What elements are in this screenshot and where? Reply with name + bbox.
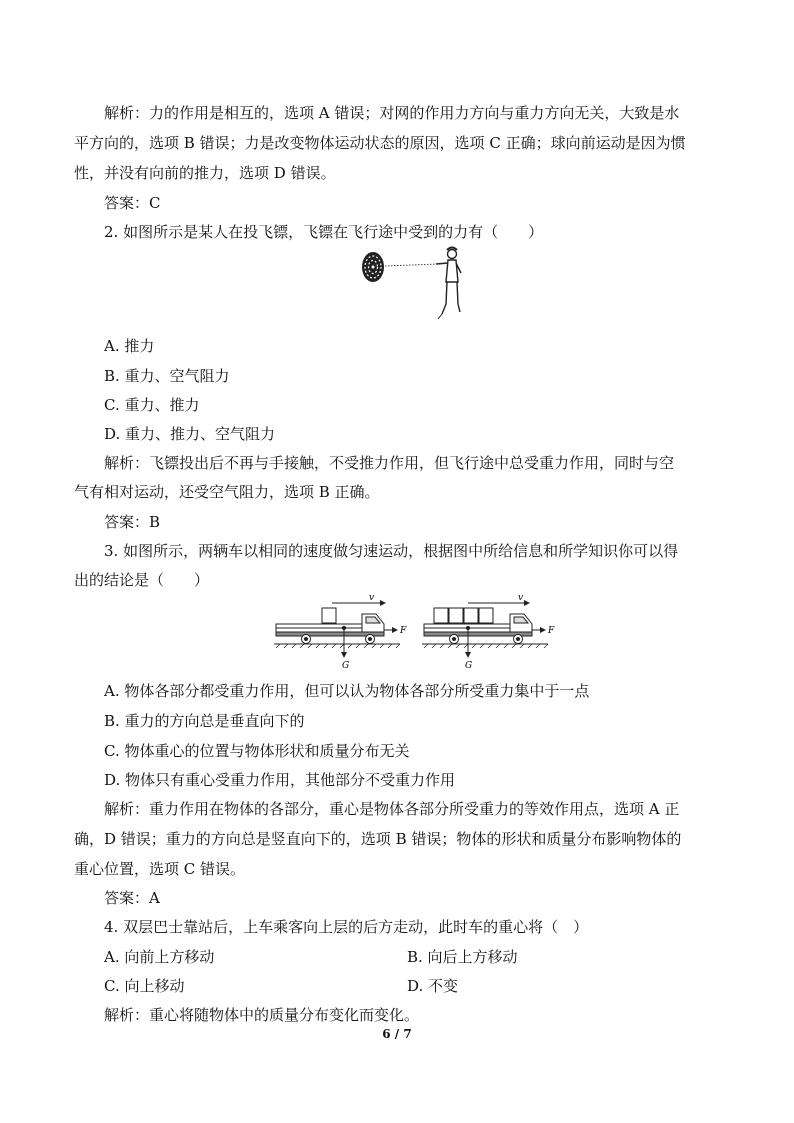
q1-analysis-line-1: 解析：力的作用是相互的，选项 A 错误；对网的作用力方向与重力方向无关，大致是水 (104, 104, 680, 122)
q3-option-a: A. 物体各部分都受重力作用，但可以认为物体各部分所受重力集中于一点 (104, 682, 590, 700)
q3-analysis-line-1: 解析：重力作用在物体的各部分，重心是物体各部分所受重力的等效作用点，选项 A 正 (104, 800, 680, 818)
q4-analysis: 解析：重心将随物体中的质量分布变化而变化。 (104, 1006, 420, 1024)
q3-stem-line-2: 出的结论是（ ） (74, 571, 210, 589)
truck-2-g-label: G (465, 661, 473, 671)
q3-answer: 答案：A (104, 889, 160, 907)
dartboard-icon (362, 252, 384, 282)
truck-2-force-arrow (532, 627, 546, 633)
q4-option-b: B. 向后上方移动 (407, 948, 518, 966)
q2-answer: 答案：B (104, 513, 161, 531)
q3-analysis-line-2: 确，D 错误；重力的方向总是竖直向下的，选项 B 错误；物体的形状和质量分布影响物体的 (74, 830, 682, 848)
q2-analysis-line-2: 气有相对运动，还受空气阻力，选项 B 正确。 (74, 483, 380, 501)
q1-analysis-line-2: 平方向的，选项 B 错误；力是改变物体运动状态的原因，选项 C 正确；球向前运动是因为惯 (74, 134, 686, 152)
q2-option-c: C. 重力、推力 (104, 396, 200, 414)
q3-stem-line-1: 3. 如图所示，两辆车以相同的速度做匀速运动，根据图中所给信息和所学知识你可以得 (104, 542, 679, 560)
q4-stem: 4. 双层巴士靠站后，上车乘客向上层的后方走动，此时车的重心将（ ） (104, 918, 589, 936)
q4-option-d: D. 不变 (407, 977, 459, 995)
q2-stem: 2. 如图所示是某人在投飞镖，飞镖在飞行途中受到的力有（ ） (104, 223, 544, 241)
truck-1-velocity-arrow (332, 600, 386, 606)
q3-option-d: D. 物体只有重心受重力作用，其他部分不受重力作用 (104, 771, 456, 789)
q3-analysis-line-3: 重心位置，选项 C 错误。 (74, 860, 246, 878)
truck-2 (424, 608, 532, 644)
q1-answer: 答案：C (104, 194, 161, 212)
truck-1 (276, 608, 384, 644)
truck-1-v-label: v (369, 593, 375, 603)
q2-option-d: D. 重力、推力、空气阻力 (104, 425, 276, 443)
q4-option-a: A. 向前上方移动 (104, 948, 215, 966)
page-number: 6 / 7 (382, 1027, 412, 1041)
q4-option-c: C. 向上移动 (104, 977, 185, 995)
q3-option-c: C. 物体重心的位置与物体形状和质量分布无关 (104, 742, 410, 760)
truck-1-g-label: G (342, 661, 350, 671)
q1-analysis-line-3: 性，并没有向前的推力，选项 D 错误。 (74, 164, 336, 182)
q2-analysis-line-1: 解析：飞镖投出后不再与手接触，不受推力作用，但飞行途中总受重力作用，同时与空 (104, 454, 675, 472)
q3-option-b: B. 重力的方向总是垂直向下的 (104, 712, 305, 730)
truck-2-v-label: v (518, 593, 524, 603)
truck-1-force-arrow (384, 627, 398, 633)
truck-2-f-label: F (548, 626, 555, 636)
ground-line (274, 644, 548, 648)
person-throwing-icon (436, 248, 461, 320)
two-trucks-figure (272, 590, 564, 672)
truck-1-f-label: F (400, 626, 407, 636)
dart-thrower-figure (358, 246, 474, 320)
q2-option-b: B. 重力、空气阻力 (104, 367, 230, 385)
q2-option-a: A. 推力 (104, 337, 155, 355)
